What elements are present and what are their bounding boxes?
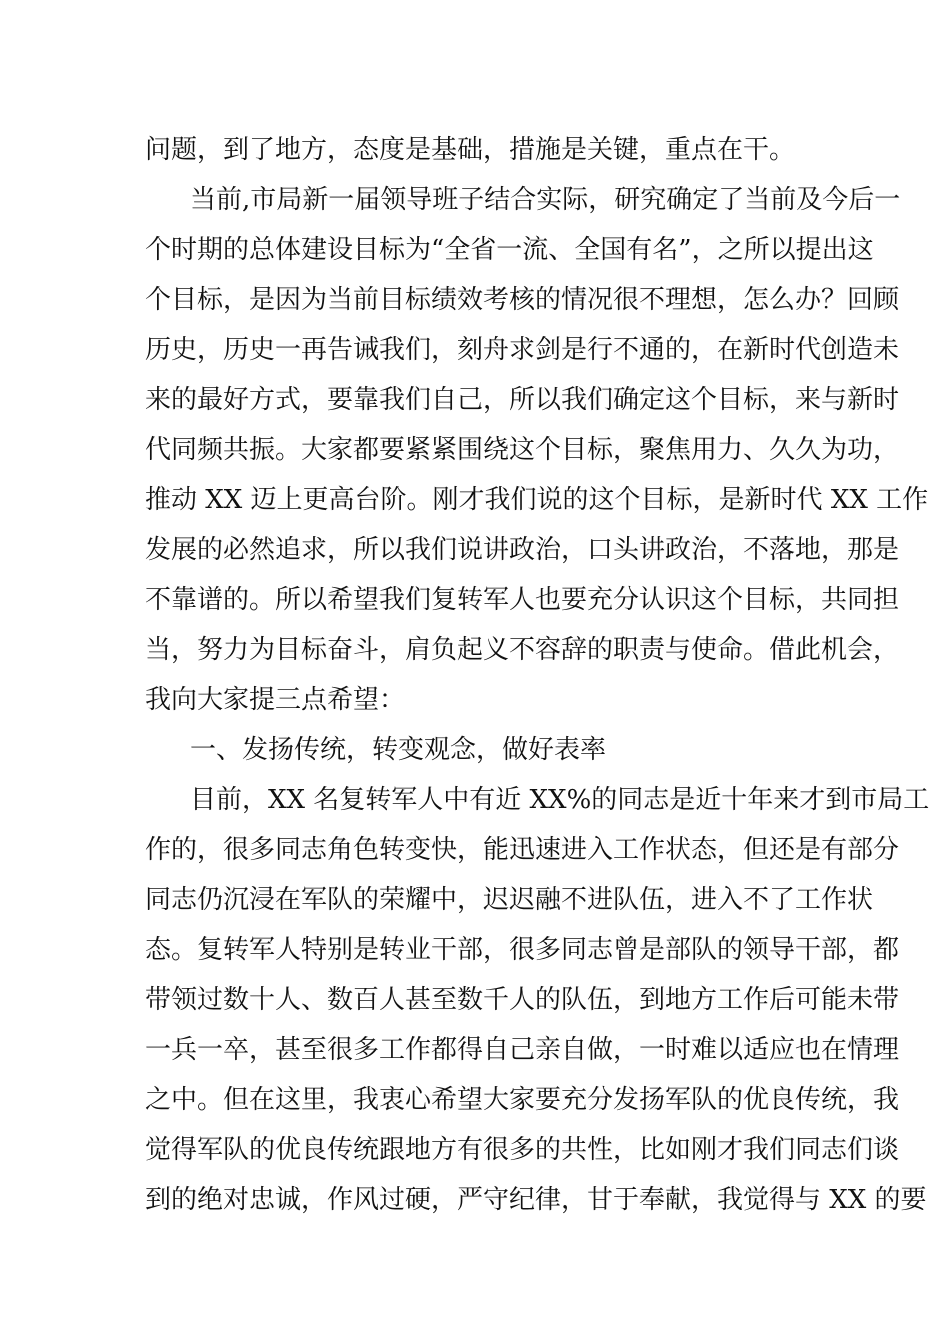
- text-line: 来的最好方式，要靠我们自己，所以我们确定这个目标，来与新时: [145, 385, 900, 415]
- text-line: 带领过数十人、数百人甚至数千人的队伍，到地方工作后可能未带: [145, 985, 900, 1015]
- text-line: 不靠谱的。所以希望我们复转军人也要充分认识这个目标，共同担: [145, 585, 900, 615]
- paragraph-start-line: 目前，XX 名复转军人中有近 XX%的同志是近十年来才到市局工: [190, 785, 930, 815]
- text-line: 作的，很多同志角色转变快，能迅速进入工作状态，但还是有部分: [145, 835, 900, 865]
- text-line: 到的绝对忠诚，作风过硬，严守纪律，甘于奉献，我觉得与 XX 的要: [145, 1185, 927, 1215]
- text-line: 之中。但在这里，我衷心希望大家要充分发扬军队的优良传统，我: [145, 1085, 900, 1115]
- text-line: 一兵一卒，甚至很多工作都得自己亲自做，一时难以适应也在情理: [145, 1035, 900, 1065]
- text-line: 同志仍沉浸在军队的荣耀中，迟迟融不进队伍，进入不了工作状: [145, 885, 874, 915]
- text-line: 当，努力为目标奋斗，肩负起义不容辞的职责与使命。借此机会，: [145, 635, 900, 665]
- text-line: 推动 XX 迈上更高台阶。刚才我们说的这个目标，是新时代 XX 工作: [145, 485, 929, 515]
- section-heading: 一、发扬传统，转变观念，做好表率: [190, 735, 607, 765]
- paragraph-start-line: 当前,市局新一届领导班子结合实际，研究确定了当前及今后一: [190, 185, 901, 215]
- text-line: 态。复转军人特别是转业干部，很多同志曾是部队的领导干部，都: [145, 935, 900, 965]
- text-line: 发展的必然追求，所以我们说讲政治，口头讲政治，不落地，那是: [145, 535, 900, 565]
- text-line: 我向大家提三点希望：: [145, 685, 406, 715]
- text-line: 代同频共振。大家都要紧紧围绕这个目标，聚焦用力、久久为功，: [145, 435, 900, 465]
- text-line: 觉得军队的优良传统跟地方有很多的共性，比如刚才我们同志们谈: [145, 1135, 900, 1165]
- text-line: 问题，到了地方，态度是基础，措施是关键，重点在干。: [145, 135, 796, 165]
- text-line: 个时期的总体建设目标为“全省一流、全国有名”，之所以提出这: [145, 235, 874, 265]
- text-line: 历史，历史一再告诫我们，刻舟求剑是行不通的，在新时代创造未: [145, 335, 900, 365]
- text-line: 个目标，是因为当前目标绩效考核的情况很不理想，怎么办？回顾: [145, 285, 900, 315]
